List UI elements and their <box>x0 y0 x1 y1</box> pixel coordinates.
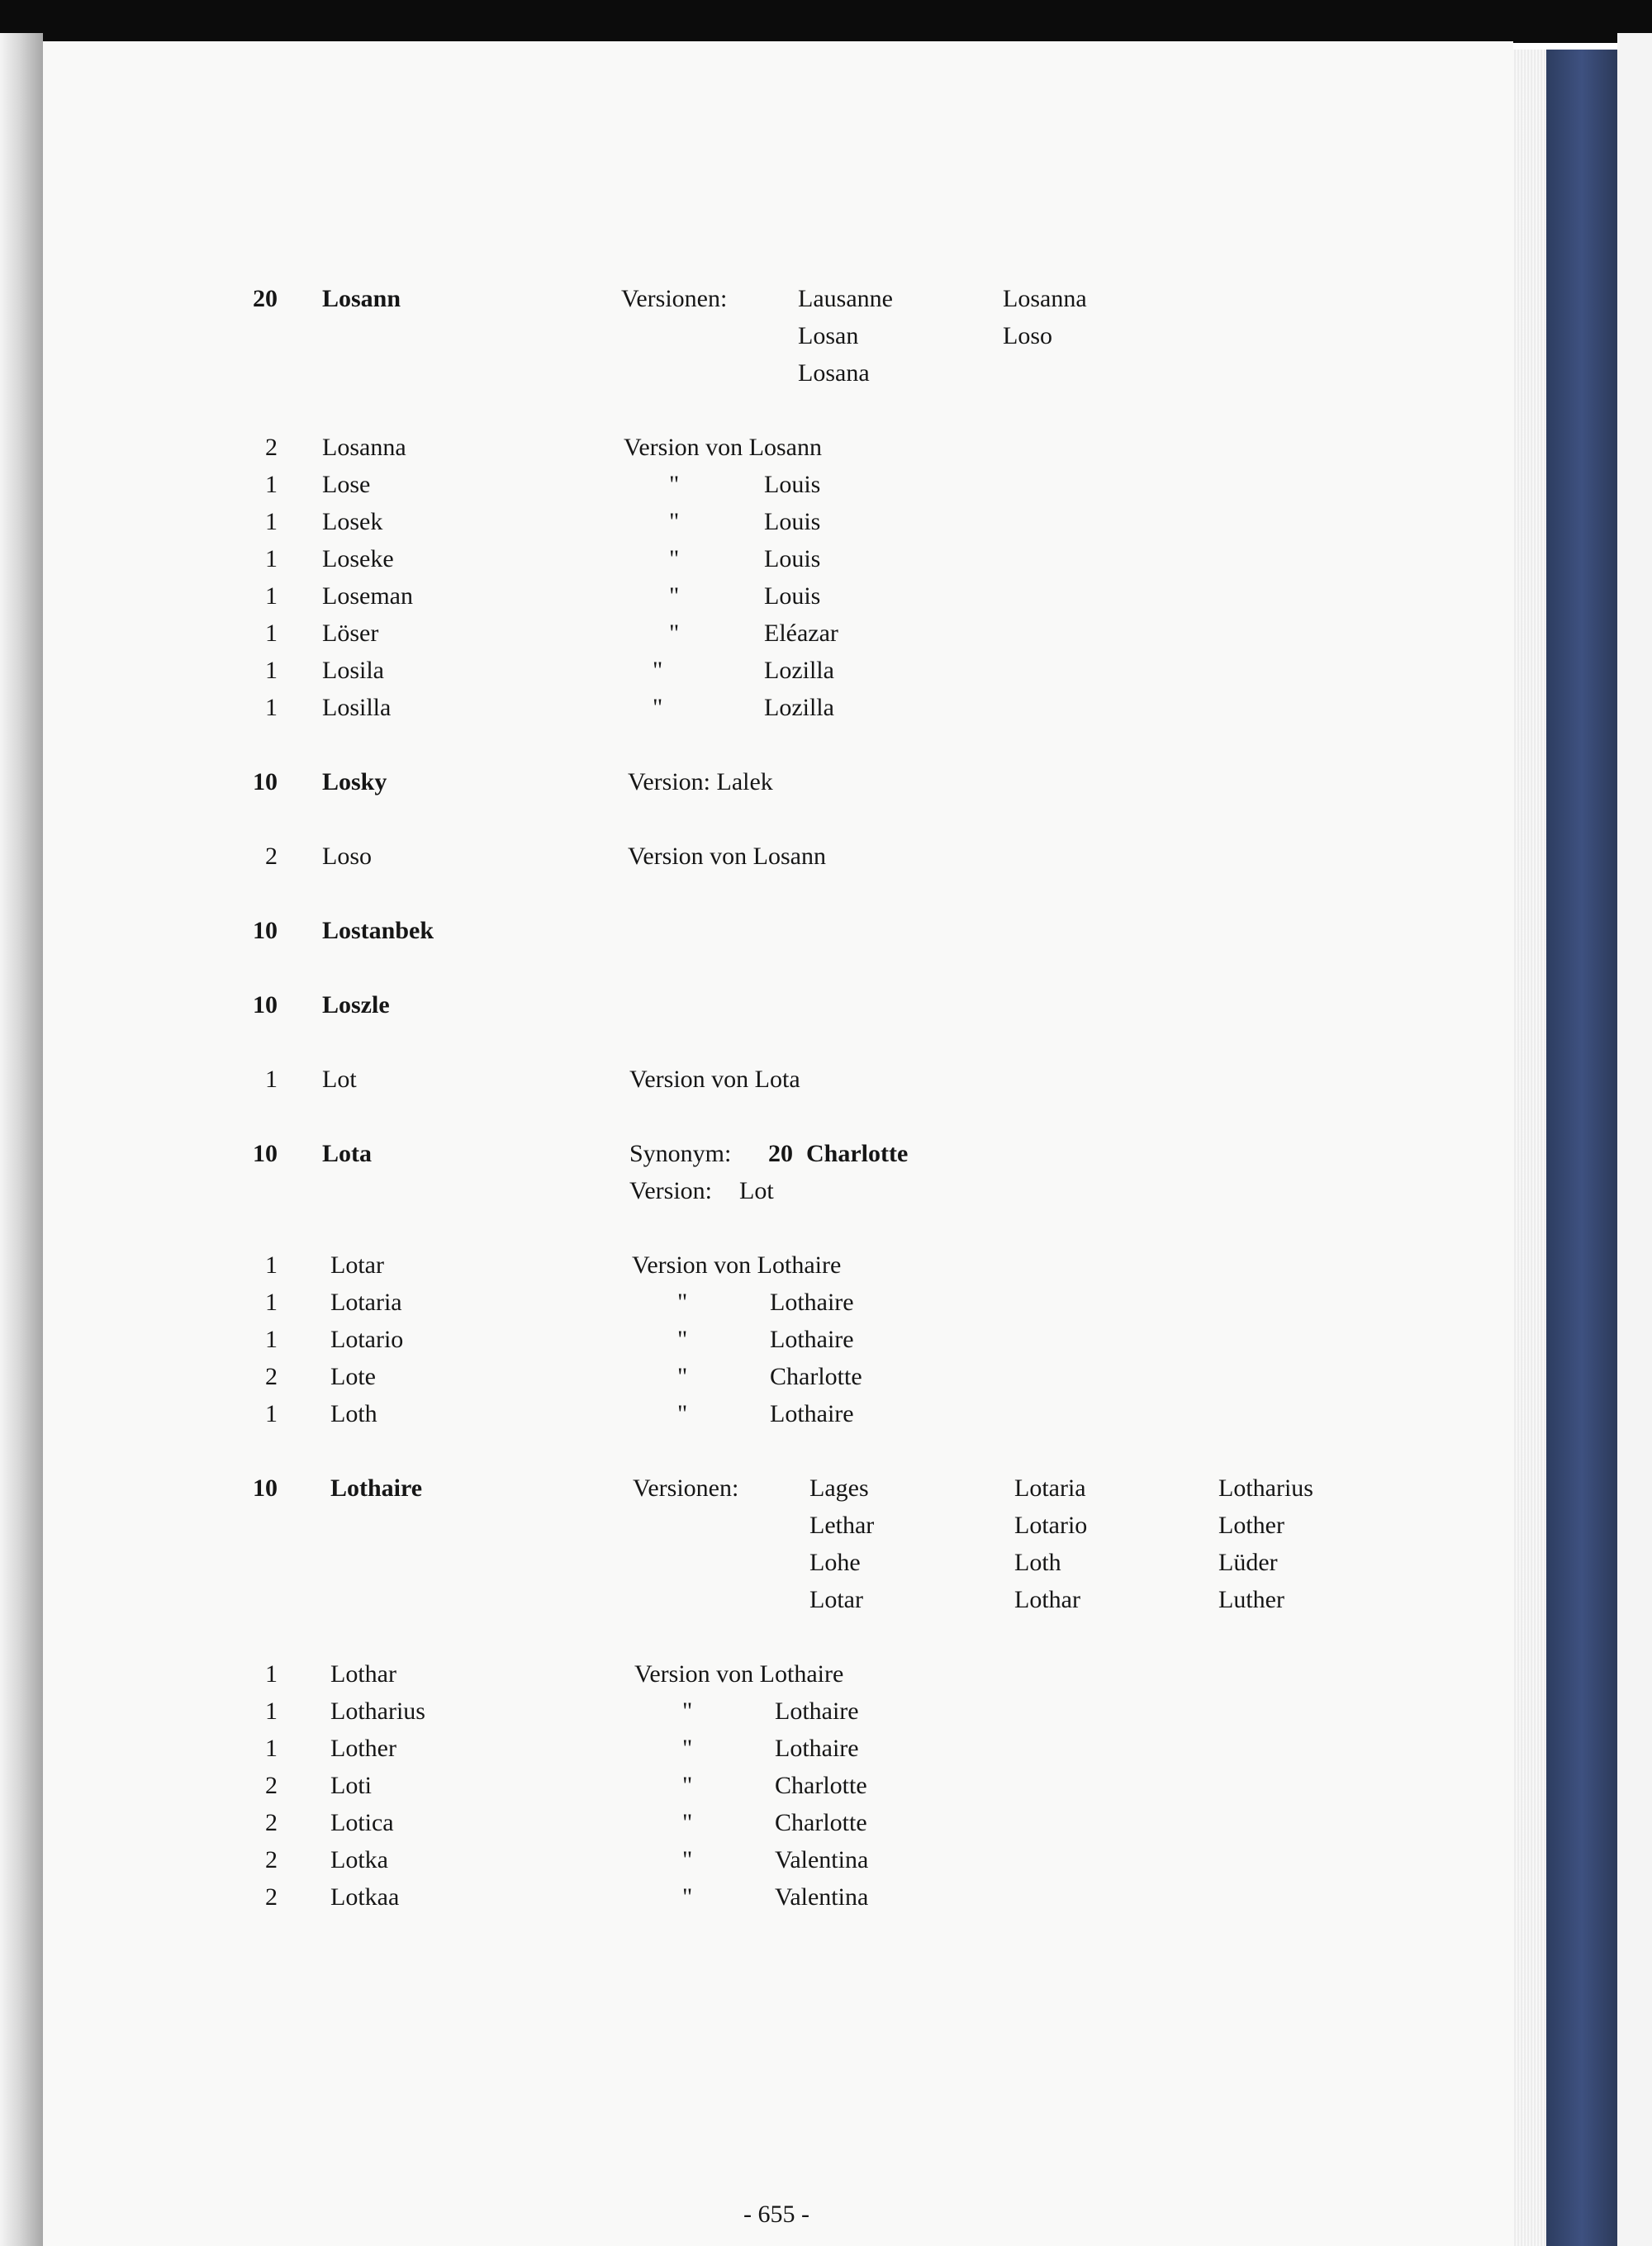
entry-frequency: 1 <box>265 1326 278 1353</box>
entry-detail: Lethar <box>809 1512 875 1539</box>
entry-detail: Version von Losann <box>624 434 822 461</box>
entry-frequency: 10 <box>253 768 278 795</box>
entry-detail: Lothaire <box>770 1400 854 1427</box>
entry-detail: Lotaria <box>1014 1474 1086 1502</box>
entry-frequency: 10 <box>253 917 278 944</box>
entry-detail: Lohe <box>809 1549 861 1576</box>
entry-name: Lose <box>322 471 371 498</box>
entry-name: Loth <box>330 1400 377 1427</box>
entry-row-lothaire-2 <box>0 1509 1652 1547</box>
entry-detail: 20 <box>768 1140 793 1167</box>
entry-name: Losann <box>322 285 401 312</box>
entry-detail: " <box>653 657 663 684</box>
entry-frequency: 2 <box>265 1883 278 1911</box>
entry-detail: Lothaire <box>770 1289 854 1316</box>
entry-frequency: 10 <box>253 1474 278 1502</box>
entry-row-lothaire-4 <box>0 1584 1652 1622</box>
entry-frequency: 2 <box>265 1809 278 1836</box>
entry-row-lotario <box>0 1323 1652 1361</box>
entry-detail: Luther <box>1218 1586 1284 1613</box>
entry-frequency: 1 <box>265 1735 278 1762</box>
entry-row-lother <box>0 1732 1652 1770</box>
entry-name: Lotario <box>330 1326 404 1353</box>
entry-row-loszle <box>0 989 1652 1027</box>
entry-row-lotka <box>0 1844 1652 1882</box>
entry-detail: Lothaire <box>775 1698 859 1725</box>
entry-row-lota <box>0 1137 1652 1175</box>
entry-detail: " <box>669 582 680 610</box>
entry-frequency: 20 <box>253 285 278 312</box>
page-number: - 655 - <box>743 2201 809 2228</box>
entry-detail: Lot <box>739 1177 774 1204</box>
entry-row-losila <box>0 654 1652 692</box>
entry-frequency: 1 <box>265 620 278 647</box>
entry-detail: Synonym: <box>629 1140 732 1167</box>
entry-detail: Lother <box>1218 1512 1284 1539</box>
entry-frequency: 2 <box>265 434 278 461</box>
entry-detail: Lozilla <box>764 657 834 684</box>
entry-name: Lota <box>322 1140 372 1167</box>
entry-detail: " <box>669 471 680 498</box>
entry-row-lothaire <box>0 1472 1652 1510</box>
entry-frequency: 1 <box>265 1698 278 1725</box>
entry-detail: Lothaire <box>775 1735 859 1762</box>
entry-row-lothaire-3 <box>0 1546 1652 1584</box>
entry-row-lotaria <box>0 1286 1652 1324</box>
entry-detail: " <box>682 1698 693 1725</box>
entry-frequency: 1 <box>265 1066 278 1093</box>
entry-name: Lothaire <box>330 1474 423 1502</box>
entry-row-loseke <box>0 543 1652 581</box>
entry-name: Löser <box>322 620 379 647</box>
entry-frequency: 10 <box>253 1140 278 1167</box>
entry-detail: Version von Lothaire <box>632 1251 842 1279</box>
entry-detail: Loso <box>1003 322 1052 349</box>
entry-detail: " <box>669 545 680 572</box>
entry-detail: " <box>677 1326 688 1353</box>
entry-row-loso <box>0 840 1652 878</box>
entry-row-lot <box>0 1063 1652 1101</box>
entry-frequency: 1 <box>265 508 278 535</box>
entry-frequency: 1 <box>265 1660 278 1688</box>
entry-name: Losila <box>322 657 384 684</box>
entry-detail: Lotharius <box>1218 1474 1313 1502</box>
entry-detail: Charlotte <box>775 1772 867 1799</box>
entry-detail: Valentina <box>775 1883 869 1911</box>
entry-name: Losek <box>322 508 383 535</box>
entry-frequency: 2 <box>265 1363 278 1390</box>
entry-detail: " <box>669 620 680 647</box>
entry-detail: Losanna <box>1003 285 1087 312</box>
entry-detail: " <box>682 1883 693 1911</box>
entry-row-losann-3 <box>0 357 1652 395</box>
entry-row-lostanbek <box>0 914 1652 952</box>
entry-name: Lot <box>322 1066 357 1093</box>
entry-name: Lother <box>330 1735 396 1762</box>
entry-frequency: 1 <box>265 582 278 610</box>
entry-detail: Louis <box>764 471 821 498</box>
entry-name: Loso <box>322 843 372 870</box>
entry-row-losann-2 <box>0 320 1652 358</box>
entry-detail: Lages <box>809 1474 869 1502</box>
entry-detail: Louis <box>764 545 821 572</box>
entry-row-lotharius <box>0 1695 1652 1733</box>
entry-name: Loseman <box>322 582 413 610</box>
entry-row-lota-2 <box>0 1175 1652 1213</box>
entry-detail: Lüder <box>1218 1549 1278 1576</box>
entry-detail: Eléazar <box>764 620 838 647</box>
entry-detail: Version von Losann <box>628 843 826 870</box>
entry-row-losann <box>0 283 1652 321</box>
entry-detail: " <box>682 1772 693 1799</box>
entry-frequency: 10 <box>253 991 278 1019</box>
entry-detail: " <box>682 1809 693 1836</box>
entry-name: Loti <box>330 1772 372 1799</box>
entry-name: Lothar <box>330 1660 396 1688</box>
entry-name: Lote <box>330 1363 376 1390</box>
scan-top-border <box>0 0 1652 43</box>
entry-detail: " <box>677 1289 688 1316</box>
entry-detail: " <box>682 1846 693 1873</box>
entry-row-lothar <box>0 1658 1652 1696</box>
entry-detail: " <box>677 1400 688 1427</box>
entry-name: Lotaria <box>330 1289 402 1316</box>
entry-detail: Version von Lota <box>629 1066 800 1093</box>
entry-name: Lotica <box>330 1809 394 1836</box>
entry-name: Losky <box>322 768 387 795</box>
entry-detail: " <box>682 1735 693 1762</box>
entry-detail: Lozilla <box>764 694 834 721</box>
entry-frequency: 2 <box>265 843 278 870</box>
entry-detail: Lotario <box>1014 1512 1088 1539</box>
entry-frequency: 2 <box>265 1772 278 1799</box>
entry-detail: " <box>653 694 663 721</box>
entry-row-lotar <box>0 1249 1652 1287</box>
entry-row-lose <box>0 468 1652 506</box>
entry-detail: " <box>669 508 680 535</box>
entry-detail: Versionen: <box>621 285 728 312</box>
entry-row-lotkaa <box>0 1881 1652 1919</box>
entry-frequency: 1 <box>265 694 278 721</box>
entry-name: Lotka <box>330 1846 388 1873</box>
entry-name: Loszle <box>322 991 390 1019</box>
entry-name: Losanna <box>322 434 406 461</box>
entry-frequency: 1 <box>265 545 278 572</box>
entry-detail: Louis <box>764 582 821 610</box>
entry-frequency: 1 <box>265 1251 278 1279</box>
entry-row-loth <box>0 1398 1652 1436</box>
entry-detail: Charlotte <box>775 1809 867 1836</box>
entry-detail: " <box>677 1363 688 1390</box>
entry-name: Lostanbek <box>322 917 434 944</box>
entry-detail: Losan <box>798 322 859 349</box>
entry-name: Lotar <box>330 1251 384 1279</box>
entry-row-lotica <box>0 1807 1652 1845</box>
entry-row-lote <box>0 1360 1652 1398</box>
entry-row-losky <box>0 766 1652 804</box>
entry-row-loti <box>0 1769 1652 1807</box>
entry-detail: Lausanne <box>798 285 893 312</box>
entry-row-losanna <box>0 431 1652 469</box>
entry-detail: Version: <box>629 1177 712 1204</box>
entry-frequency: 1 <box>265 471 278 498</box>
entry-frequency: 2 <box>265 1846 278 1873</box>
entry-detail: Valentina <box>775 1846 869 1873</box>
entry-detail: Charlotte <box>806 1140 909 1167</box>
entry-detail: Charlotte <box>770 1363 862 1390</box>
entry-frequency: 1 <box>265 1289 278 1316</box>
entry-frequency: 1 <box>265 657 278 684</box>
entry-name: Lotharius <box>330 1698 425 1725</box>
entry-row-loseman <box>0 580 1652 618</box>
entry-detail: Loth <box>1014 1549 1061 1576</box>
entry-detail: Lothaire <box>770 1326 854 1353</box>
entry-row-losilla <box>0 691 1652 729</box>
entry-name: Lotkaa <box>330 1883 400 1911</box>
entry-detail: Versionen: <box>633 1474 739 1502</box>
entry-detail: Version: Lalek <box>628 768 773 795</box>
entry-detail: Lotar <box>809 1586 863 1613</box>
entry-row-loser <box>0 617 1652 655</box>
entry-detail: Lothar <box>1014 1586 1080 1613</box>
entry-name: Losilla <box>322 694 392 721</box>
entry-row-losek <box>0 506 1652 544</box>
entry-detail: Louis <box>764 508 821 535</box>
entry-name: Loseke <box>322 545 394 572</box>
entry-detail: Version von Lothaire <box>634 1660 844 1688</box>
entry-frequency: 1 <box>265 1400 278 1427</box>
entry-detail: Losana <box>798 359 870 387</box>
